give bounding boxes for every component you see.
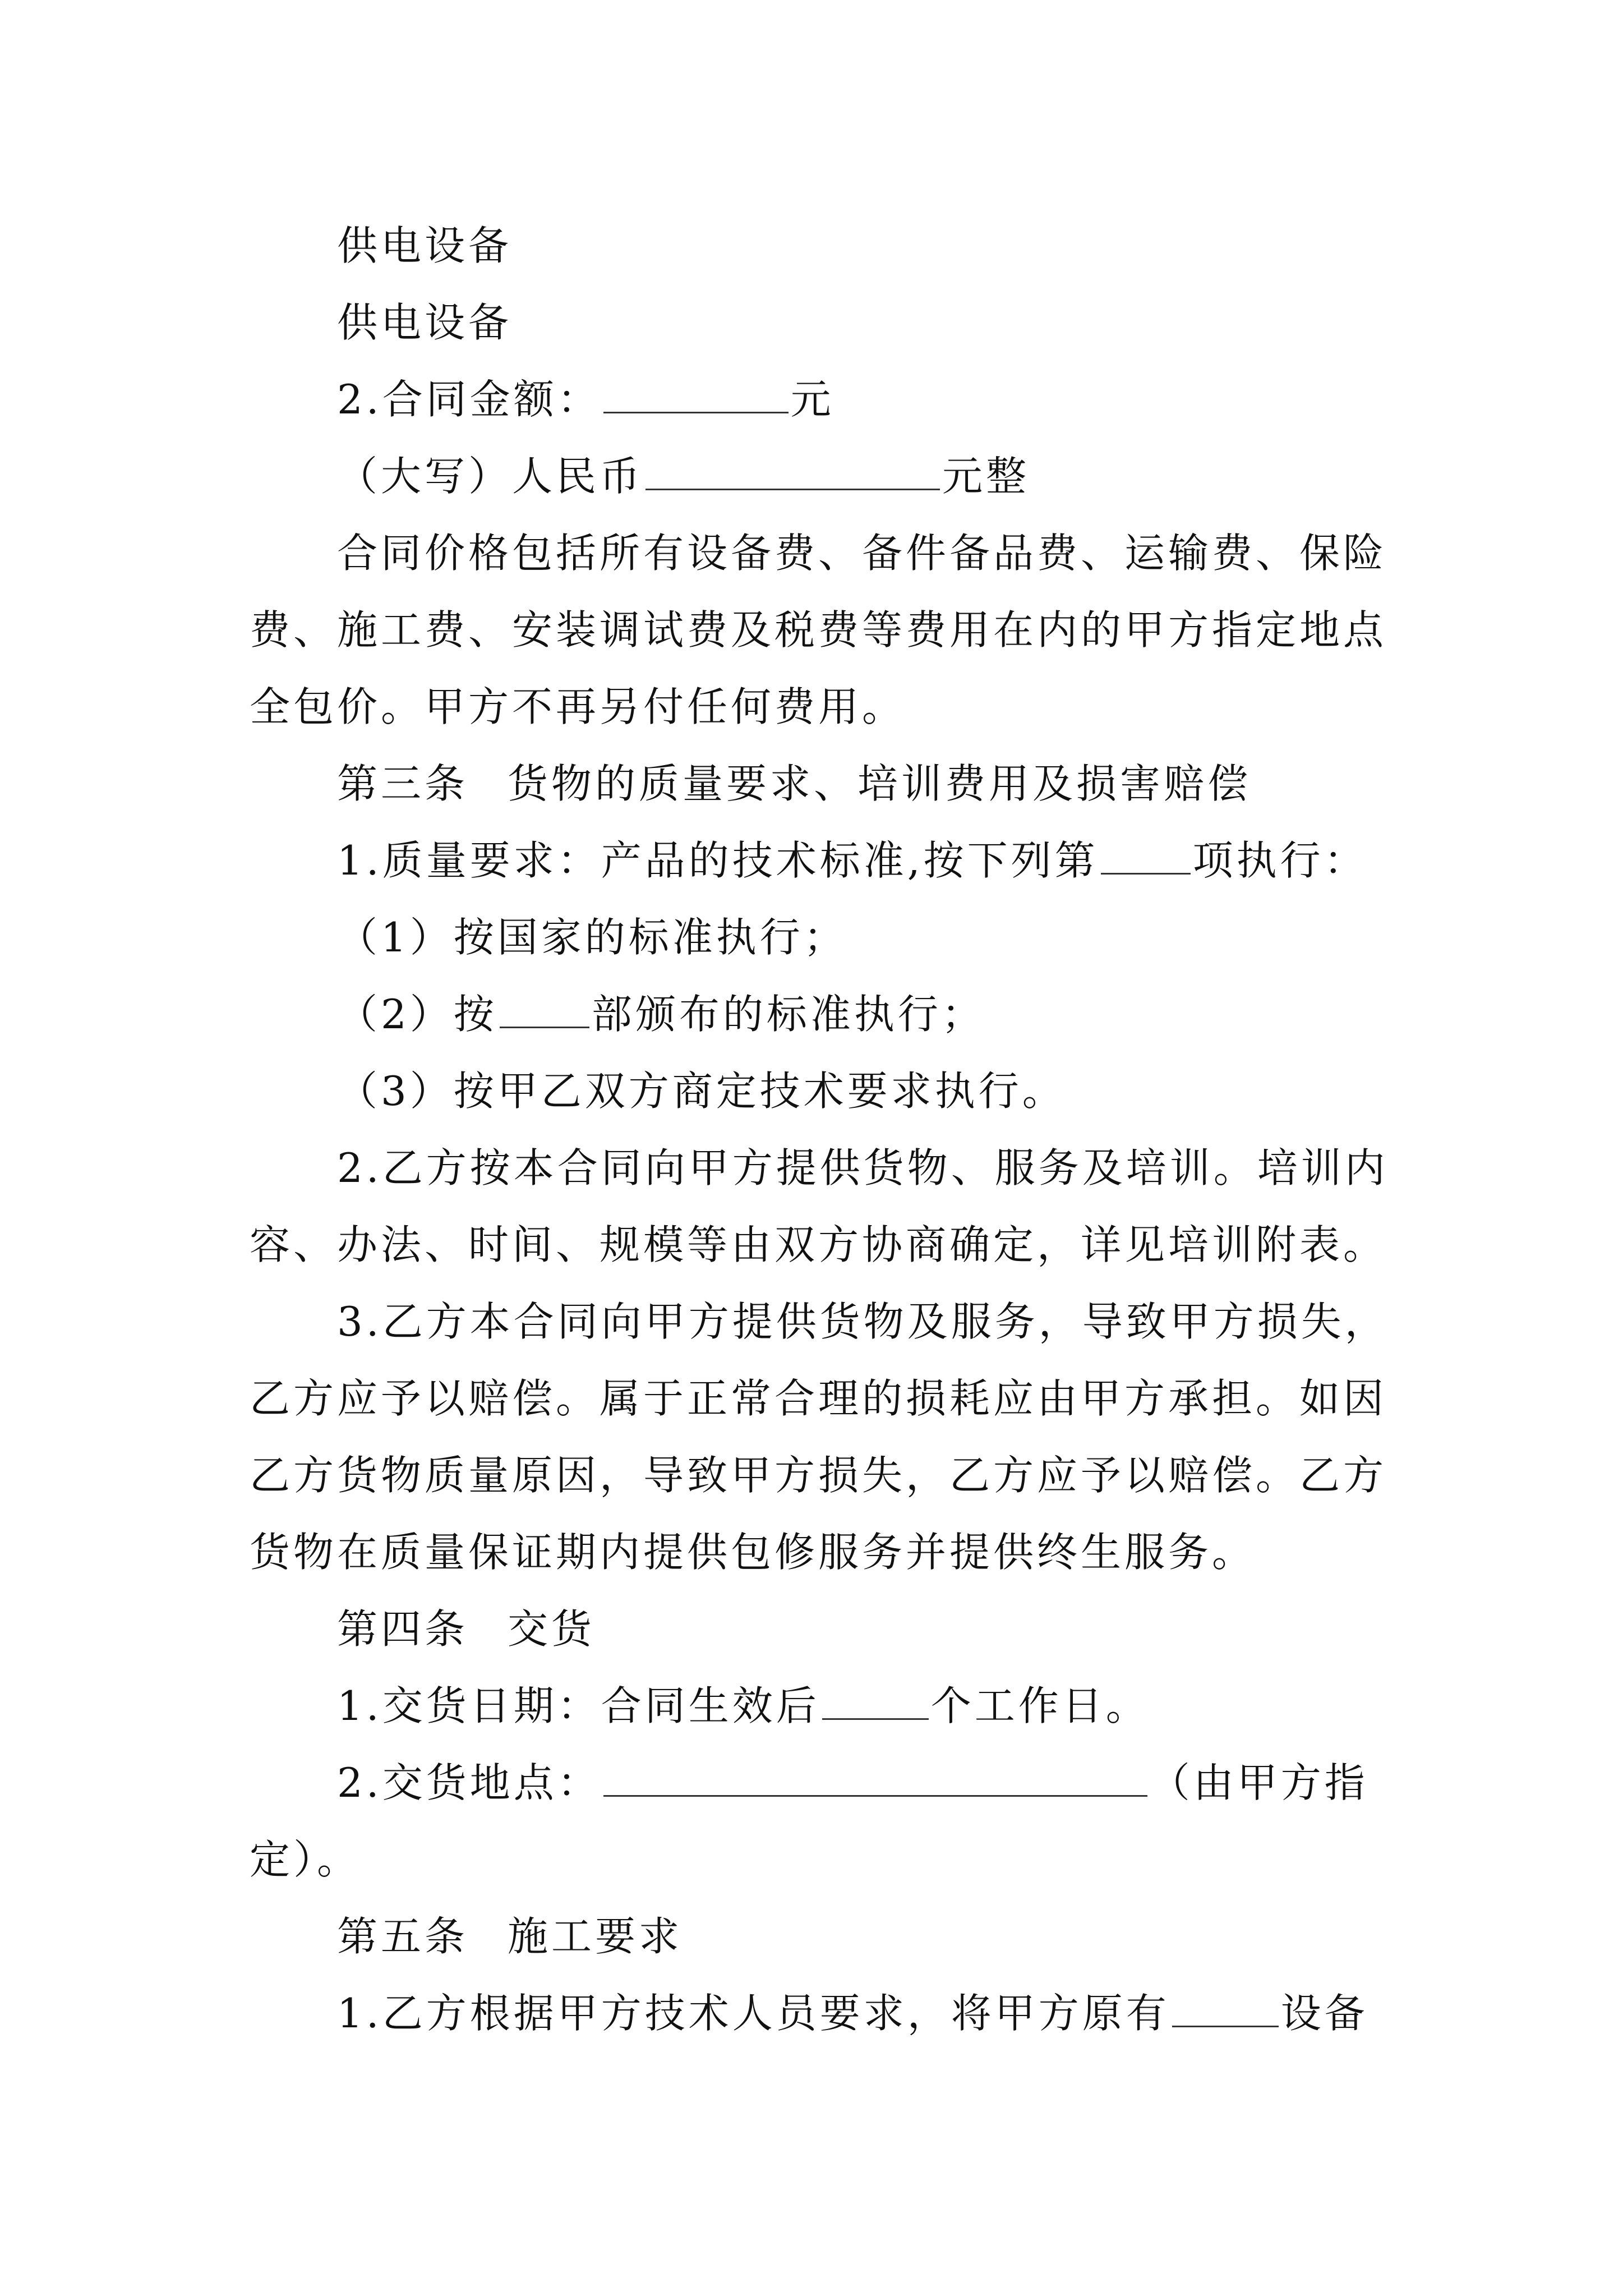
text: （3）按甲乙双方商定技术要求执行。 (337, 1068, 1066, 1115)
line-quality-requirement (250, 822, 1382, 899)
text: （1）按国家的标准执行； (337, 914, 847, 961)
line-delivery-place-end (250, 1821, 1382, 1898)
text: 供电设备 (337, 299, 513, 346)
amount-blank (603, 368, 789, 413)
line-amount-in-words (250, 438, 1382, 515)
amount-words-blank (645, 445, 940, 490)
text: （2）按 (337, 991, 497, 1038)
article-number: 第三条 (337, 760, 469, 807)
line-delivery-place (250, 1745, 1382, 1821)
text: 元 (790, 376, 834, 423)
line-compensation-4 (250, 1514, 1382, 1591)
text: 定）。 (250, 1836, 361, 1883)
text: （大写）人民币 (337, 453, 644, 500)
text: 2.交货地点： (337, 1759, 601, 1806)
article-title: 施工要求 (508, 1913, 683, 1960)
text: 供电设备 (337, 222, 513, 269)
article-number: 第四条 (337, 1605, 469, 1653)
delivery-place-blank (603, 1751, 1147, 1797)
line-price-includes-1 (250, 515, 1387, 592)
article-5-heading (250, 1898, 1382, 1975)
working-days-blank (822, 1674, 929, 1720)
text: 1.交货日期：合同生效后 (337, 1682, 820, 1729)
text: 全包价。甲方不再另付任何费用。 (250, 683, 906, 730)
text: 合同价格包括所有设备费、备件备品费、运输费、保险 (337, 530, 1387, 577)
line-power-equipment-2 (250, 284, 1382, 361)
line-contract-amount (250, 361, 1382, 438)
text: 2.乙方按本合同向甲方提供货物、服务及培训。培训内 (337, 1144, 1389, 1191)
item-number-blank (1101, 829, 1191, 875)
contract-body (250, 208, 1389, 2052)
line-price-includes-3 (250, 669, 1382, 746)
line-compensation-2 (250, 1360, 1387, 1437)
text: 1.乙方根据甲方技术人员要求，将甲方原有 (337, 1990, 1170, 2037)
line-option-1 (250, 899, 1382, 976)
ministry-blank (500, 983, 589, 1028)
text: 元整 (942, 453, 1030, 500)
article-number: 第五条 (337, 1913, 469, 1960)
text: 乙方货物质量原因，导致甲方损失，乙方应予以赔偿。乙方 (250, 1452, 1387, 1499)
text: 货物在质量保证期内提供包修服务并提供终生服务。 (250, 1529, 1256, 1576)
equipment-blank (1172, 1982, 1279, 2027)
line-compensation-3 (250, 1437, 1387, 1514)
line-price-includes-2 (250, 592, 1387, 669)
article-title: 货物的质量要求、培训费用及损害赔偿 (508, 760, 1252, 807)
line-power-equipment-1 (250, 208, 1382, 284)
line-training-1 (250, 1130, 1389, 1207)
text: 1.质量要求：产品的技术标准,按下列第 (337, 837, 1099, 884)
article-3-heading (250, 746, 1382, 822)
text: 个工作日。 (930, 1682, 1150, 1729)
text: 设备 (1280, 1990, 1368, 2037)
line-option-3 (250, 1053, 1382, 1130)
text: （由甲方指 (1149, 1759, 1368, 1806)
line-delivery-date (250, 1668, 1382, 1745)
line-training-2 (250, 1207, 1387, 1283)
article-title: 交货 (508, 1605, 596, 1653)
article-4-heading (250, 1591, 1382, 1668)
text: 费、施工费、安装调试费及税费等费用在内的甲方指定地点 (250, 606, 1387, 654)
text: 项执行： (1192, 837, 1368, 884)
text: 容、办法、时间、规模等由双方协商确定，详见培训附表。 (250, 1221, 1387, 1268)
line-construction-1 (250, 1975, 1382, 2052)
line-option-2 (250, 976, 1382, 1053)
line-compensation-1 (250, 1283, 1389, 1360)
text: 部颁布的标准执行； (591, 991, 985, 1038)
text: 乙方应予以赔偿。属于正常合理的损耗应由甲方承担。如因 (250, 1375, 1387, 1422)
text: 3.乙方本合同向甲方提供货物及服务，导致甲方损失， (337, 1298, 1389, 1345)
text: 2.合同金额： (337, 376, 601, 423)
